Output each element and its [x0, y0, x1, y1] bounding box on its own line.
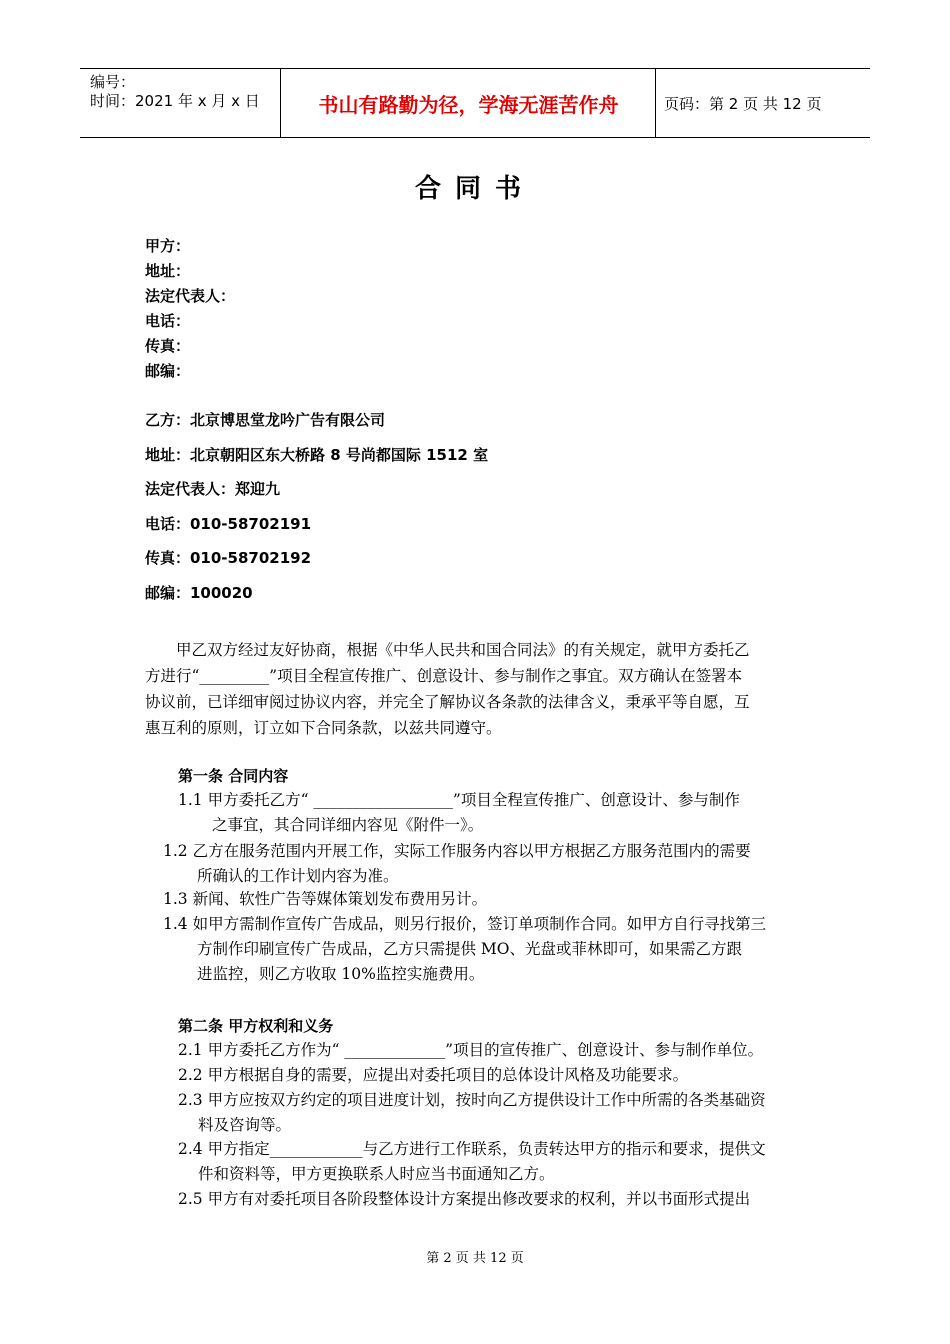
intro-line: 协议前，已详细审阅过协议内容，并完全了解协议各条款的法律含义，秉承平等自愿，互	[145, 693, 750, 711]
party-b-address: 地址：北京朝阳区东大桥路 8 号尚都国际 1512 室	[145, 445, 489, 464]
party-a-block	[145, 234, 235, 384]
party-a-address: 地址：	[145, 262, 191, 280]
clause-line: 方制作印刷宣传广告成品，乙方只需提供 MO、光盘或菲林即可，如果需乙方跟	[197, 940, 743, 958]
intro-line: 惠互利的原则，订立如下合同条款，以兹共同遵守。	[145, 719, 502, 737]
article-1-heading: 第一条 合同内容	[178, 767, 289, 785]
party-a-phone: 电话：	[145, 312, 191, 330]
intro-line: 甲乙双方经过友好协商，根据《中华人民共和国合同法》的有关规定，就甲方委托乙	[176, 641, 750, 659]
clause-line: 2.3 甲方应按双方约定的项目进度计划，按时向乙方提供设计工作中所需的各类基础资	[178, 1091, 766, 1109]
party-a-fax: 传真：	[145, 337, 191, 355]
page-header	[80, 68, 870, 138]
party-a-representative: 法定代表人：	[145, 287, 236, 305]
clause-line: 件和资料等，甲方更换联系人时应当书面通知乙方。	[198, 1165, 555, 1183]
clause-2-3	[178, 1088, 766, 1138]
party-b-name: 乙方：北京博思堂龙吟广告有限公司	[145, 411, 386, 429]
header-motto: 书山有路勤为径，学海无涯苦作舟	[282, 69, 656, 137]
intro-paragraph	[145, 637, 825, 741]
clause-line: 所确认的工作计划内容为准。	[197, 867, 399, 885]
clause-line: 2.1 甲方委托乙方作为“ _____________”项目的宣传推广、创意设计、参与制作单位。	[178, 1041, 764, 1059]
party-b-phone: 电话：010-58702191	[145, 514, 312, 533]
party-b-postcode: 邮编：100020	[145, 583, 253, 602]
party-b-representative: 法定代表人：郑迎九	[145, 480, 281, 498]
header-page-label: 页码：第 2 页 共 12 页	[664, 94, 822, 113]
clause-line: 1.3 新闻、软性广告等媒体策划发布费用另计。	[163, 890, 488, 908]
article-2-heading: 第二条 甲方权利和义务	[178, 1017, 334, 1035]
party-a-name: 甲方：	[145, 237, 191, 255]
clause-2-5	[178, 1187, 750, 1212]
intro-line: 方进行“_________”项目全程宣传推广、创意设计、参与制作之事宜。双方确认在签署本	[145, 667, 743, 685]
clause-line: 1.4 如甲方需制作宣传广告成品，则另行报价，签订单项制作合同。如甲方自行寻找第三	[163, 915, 767, 933]
clause-line: 2.5 甲方有对委托项目各阶段整体设计方案提出修改要求的权利，并以书面形式提出	[178, 1190, 751, 1208]
clause-1-1	[178, 788, 740, 838]
clause-2-4	[178, 1137, 766, 1187]
party-b-block	[145, 403, 488, 610]
page-footer: 第 2 页 共 12 页	[426, 1251, 524, 1266]
clause-line: 之事宜，其合同详细内容见《附件一》。	[212, 816, 484, 834]
clause-line: 1.2 乙方在服务范围内开展工作，实际工作服务内容以甲方根据乙方服务范围内的需要	[163, 842, 751, 860]
clause-1-2	[163, 839, 751, 889]
number-label: 编号：	[90, 73, 136, 91]
clause-1-4	[163, 912, 766, 987]
clause-line: 料及咨询等。	[198, 1116, 292, 1134]
clause-2-2	[178, 1063, 688, 1088]
clause-1-3	[163, 887, 487, 912]
clause-line: 1.1 甲方委托乙方“ __________________”项目全程宣传推广、创意设计、参与制作	[178, 791, 740, 809]
party-a-postcode: 邮编：	[145, 362, 191, 380]
header-meta	[80, 69, 281, 137]
clause-2-1	[178, 1038, 763, 1063]
document-title: 合同书	[414, 174, 535, 204]
clause-line: 2.2 甲方根据自身的需要，应提出对委托项目的总体设计风格及功能要求。	[178, 1066, 689, 1084]
time-label: 时间：2021 年 x 月 x 日	[90, 92, 260, 110]
party-b-fax: 传真：010-58702192	[145, 549, 312, 567]
clause-line: 2.4 甲方指定____________与乙方进行工作联系，负责转达甲方的指示和要求，提供文	[178, 1140, 766, 1158]
clause-line: 进监控，则乙方收取 10%监控实施费用。	[197, 965, 485, 983]
